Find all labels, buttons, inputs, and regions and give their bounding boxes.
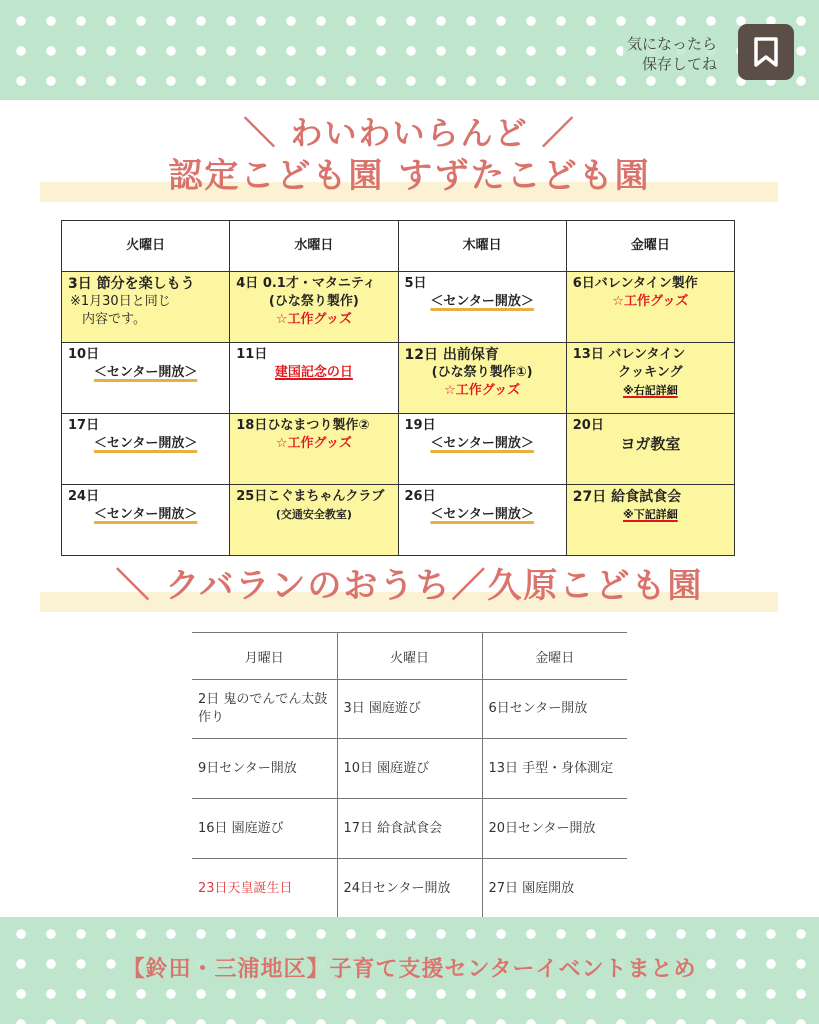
cell-goods: ☆工作グッズ [444, 383, 521, 398]
cal2-header-tue: 火曜日 [337, 633, 482, 680]
cell-date: 19日 [404, 418, 436, 433]
cal1-cell [230, 414, 398, 485]
cell-event: (ひな祭り製作) [268, 294, 359, 309]
cal1-header-tue: 火曜日 [62, 221, 230, 272]
cal1-cell [566, 414, 734, 485]
cal2-cell: 27日 園庭開放 [482, 859, 627, 919]
cal2-cell: 2日 鬼のでんでん太鼓作り [192, 680, 337, 739]
cell-event: (ひな祭り製作①) [431, 365, 533, 380]
cal1-cell [62, 485, 230, 556]
save-prompt-line1: 気になったら [626, 35, 717, 53]
kubara-calendar [192, 632, 627, 919]
cell-date: 13日 バレンタイン [572, 347, 686, 362]
suzuta-calendar [61, 220, 735, 556]
center-open-label: ＜センター開放＞ [430, 507, 534, 522]
holiday-label: 建国記念の日 [274, 365, 353, 380]
cal1-cell [230, 485, 398, 556]
cal1-cell [62, 343, 230, 414]
cal2-cell: 13日 手型・身体測定 [482, 739, 627, 799]
cell-note: 内容です。 [82, 312, 146, 327]
cal1-cell [398, 414, 566, 485]
cal2-header-fri: 金曜日 [482, 633, 627, 680]
cal2-cell-holiday: 23日天皇誕生日 [192, 859, 337, 919]
cell-date: 20日 [572, 418, 604, 433]
cal2-cell: 6日センター開放 [482, 680, 627, 739]
cell-goods: ☆工作グッズ [275, 312, 352, 327]
cal1-cell [398, 272, 566, 343]
cell-date: 18日ひなまつり製作② [236, 418, 370, 433]
cal1-header-thu: 木曜日 [398, 221, 566, 272]
cal2-header-mon: 月曜日 [192, 633, 337, 680]
cell-date: 4日 0.1才・マタニティ [236, 276, 376, 291]
footer-title-text: 【鈴田・三浦地区】子育て支援センターイベントまとめ [118, 955, 700, 984]
cal1-cell [62, 414, 230, 485]
save-prompt-line2: 保存してね [641, 55, 717, 73]
cell-date: 25日こぐまちゃんクラブ [236, 489, 385, 504]
cell-date: 12日 出前保育 [404, 347, 499, 363]
cell-date: 6日バレンタイン製作 [572, 276, 698, 291]
detail-note: ※右記詳細 [623, 384, 678, 397]
cell-date: 24日 [68, 489, 100, 504]
cell-date: 27日 給食試食会 [572, 489, 682, 505]
cell-note: ※1月30日と同じ [70, 294, 171, 309]
cal1-cell [398, 343, 566, 414]
cal1-header-wed: 水曜日 [230, 221, 398, 272]
cal2-cell: 17日 給食試食会 [337, 799, 482, 859]
cell-date: 10日 [68, 347, 100, 362]
center-open-label: ＜センター開放＞ [93, 436, 198, 451]
cell-date: 5日 [404, 276, 427, 291]
cal1-cell [398, 485, 566, 556]
save-button[interactable] [738, 24, 794, 80]
cal1-cell [566, 343, 734, 414]
cell-date: 26日 [404, 489, 436, 504]
cell-goods: ☆工作グッズ [612, 294, 689, 309]
footer-title [0, 952, 819, 983]
cal2-cell: 9日センター開放 [192, 739, 337, 799]
cell-date: 3日 節分を楽しもう [68, 276, 195, 292]
cell-date: 17日 [68, 418, 100, 433]
cal2-cell: 20日センター開放 [482, 799, 627, 859]
cal2-cell: 10日 園庭遊び [337, 739, 482, 799]
cell-date: 11日 [236, 347, 268, 362]
heading-suzuta: 認定こども園 すずたこども園 [168, 156, 651, 196]
cal2-cell: 24日センター開放 [337, 859, 482, 919]
cal1-header-fri: 金曜日 [566, 221, 734, 272]
bookmark-icon [753, 37, 779, 67]
detail-note: ※下記詳細 [623, 508, 678, 521]
cal1-cell [62, 272, 230, 343]
center-open-label: ＜センター開放＞ [93, 507, 198, 522]
cell-event: クッキング [618, 365, 683, 380]
cal1-cell [230, 272, 398, 343]
cal1-cell [566, 485, 734, 556]
cell-event: ヨガ教室 [620, 435, 681, 453]
heading-kubara: ＼ クバランのおうち／久原こども園 [115, 566, 704, 606]
cal1-cell [566, 272, 734, 343]
cal2-cell: 3日 園庭遊び [337, 680, 482, 739]
cal2-cell: 16日 園庭遊び [192, 799, 337, 859]
center-open-label: ＜センター開放＞ [430, 436, 534, 451]
cell-event: (交通安全教室) [275, 508, 352, 521]
save-prompt [623, 32, 721, 76]
heading-waiwai: ＼ わいわいらんど ／ [243, 114, 576, 152]
center-open-label: ＜センター開放＞ [430, 294, 534, 309]
cell-goods: ☆工作グッズ [275, 436, 352, 451]
cal1-cell [230, 343, 398, 414]
center-open-label: ＜センター開放＞ [93, 365, 198, 380]
